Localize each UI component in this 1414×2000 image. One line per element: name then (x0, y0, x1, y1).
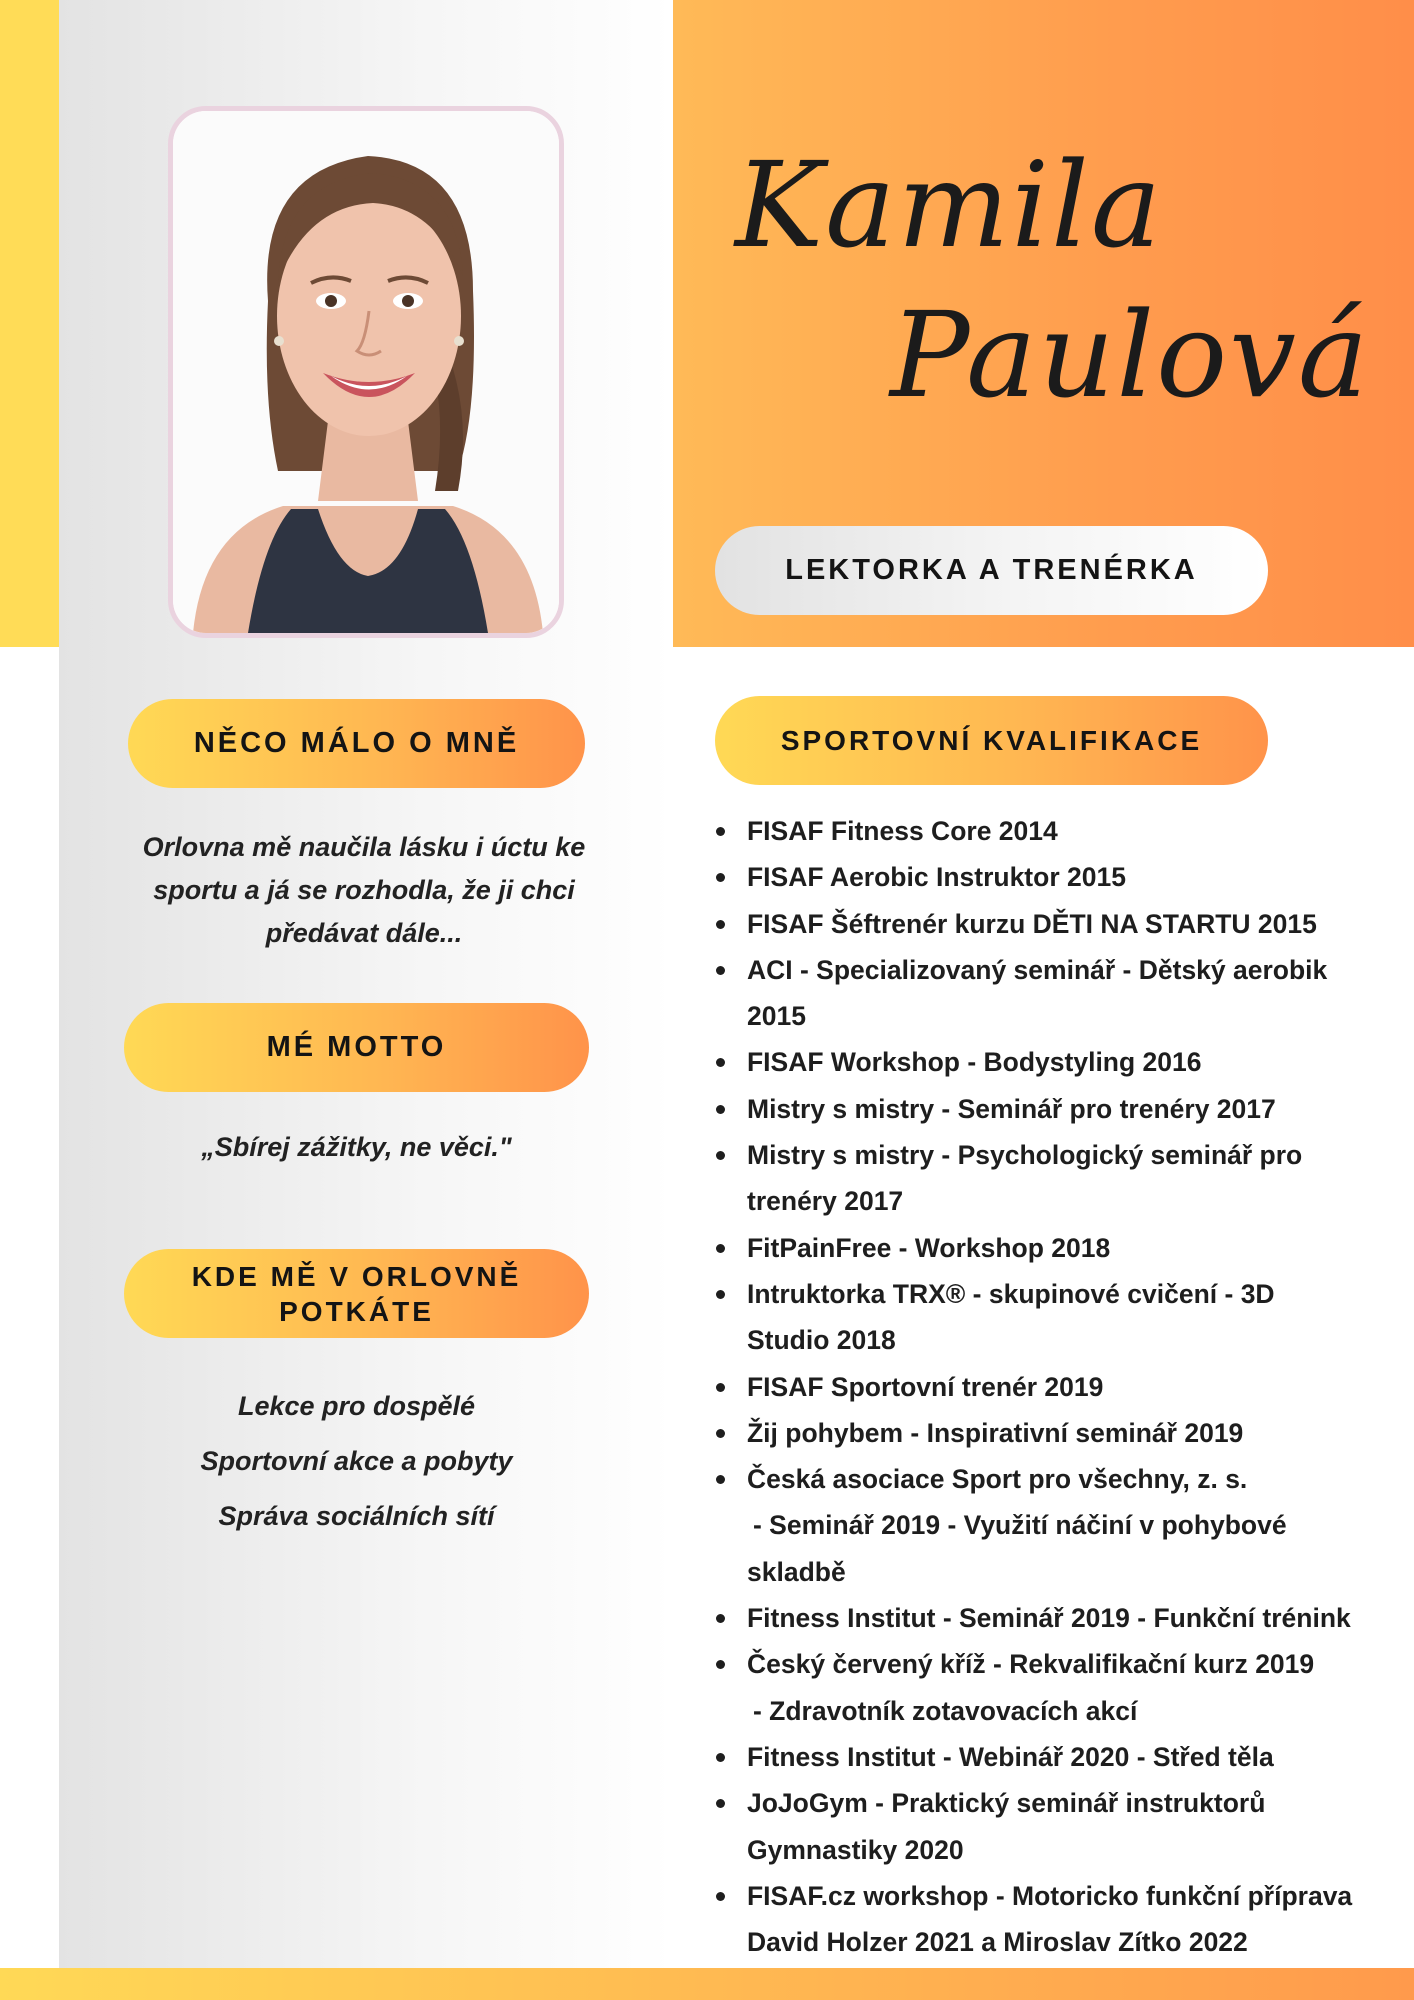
qualification-line: David Holzer 2021 a Miroslav Zítko 2022 (747, 1927, 1248, 1958)
qualification-line: trenéry 2017 (747, 1186, 904, 1217)
qualification-item (715, 1132, 1405, 1225)
qualification-line: FISAF Aerobic Instruktor 2015 (747, 862, 1126, 893)
qualification-line: skladbě (747, 1556, 846, 1587)
qualification-line: Intruktorka TRX® - skupinové cvičení - 3D (747, 1278, 1275, 1309)
person-name (735, 130, 1375, 450)
qualification-line: FISAF Šéftrenér kurzu DĚTI NA STARTU 2015 (747, 908, 1317, 939)
qualification-item (715, 1039, 1405, 1085)
qualification-item (715, 1271, 1405, 1364)
qualification-line: 2015 (747, 1001, 806, 1032)
qualifications-list (715, 808, 1405, 1965)
qualification-line: Česká asociace Sport pro všechny, z. s. (747, 1464, 1248, 1495)
qualification-line: FISAF Sportovní trenér 2019 (747, 1371, 1104, 1402)
job-title-pill: LEKTORKA A TRENÉRKA (715, 526, 1268, 615)
first-name: Kamila (735, 136, 1164, 274)
qualification-item (715, 808, 1405, 854)
qualification-item (715, 1873, 1405, 1966)
qualifications-heading: SPORTOVNÍ KVALIFIKACE (715, 696, 1268, 785)
motto-text: „Sbírej zážitky, ne věci." (201, 1132, 512, 1162)
where-item: Správa sociálních sítí (218, 1501, 495, 1531)
where-list (124, 1385, 589, 1550)
qualification-item (715, 1734, 1405, 1780)
qualification-line: Studio 2018 (747, 1325, 896, 1356)
qualification-item (715, 1641, 1405, 1734)
qualification-line: FISAF.cz workshop - Motoricko funkční příprava (747, 1880, 1353, 1911)
qualification-line: Mistry s mistry - Seminář pro trenéry 2017 (747, 1093, 1276, 1124)
qualification-line: Mistry s mistry - Psychologický seminář pro (747, 1140, 1303, 1171)
last-name: Paulová (890, 286, 1371, 424)
qualification-line: FitPainFree - Workshop 2018 (747, 1232, 1111, 1263)
qualification-line: - Zdravotník zotavovacích akcí (753, 1695, 1138, 1726)
qualification-line: Český červený kříž - Rekvalifikační kurz 2019 (747, 1649, 1315, 1680)
qualification-line: Gymnastiky 2020 (747, 1834, 964, 1865)
qualification-line: Fitness Institut - Seminář 2019 - Funkční trénink (747, 1603, 1351, 1634)
qualification-line: FISAF Workshop - Bodystyling 2016 (747, 1047, 1202, 1078)
qualification-item (715, 901, 1405, 947)
qualification-item (715, 1225, 1405, 1271)
qualification-item (715, 947, 1405, 1040)
qualification-item (715, 1086, 1405, 1132)
qualification-line: - Seminář 2019 - Využití náčiní v pohybové (753, 1510, 1287, 1541)
qualification-item (715, 1456, 1405, 1595)
qualification-item (715, 854, 1405, 900)
yellow-accent-strip (0, 0, 59, 647)
qualification-item (715, 1410, 1405, 1456)
qualification-line: ACI - Specializovaný seminář - Dětský aerobik (747, 954, 1328, 985)
profile-photo (168, 106, 564, 638)
qualification-line: FISAF Fitness Core 2014 (747, 816, 1058, 846)
qualification-item (715, 1595, 1405, 1641)
motto-heading: MÉ MOTTO (124, 1003, 589, 1092)
about-heading: NĚCO MÁLO O MNĚ (128, 699, 585, 788)
portrait-illustration (173, 111, 559, 633)
qualification-item (715, 1364, 1405, 1410)
where-heading: KDE MĚ V ORLOVNĚ POTKÁTE (124, 1249, 589, 1338)
where-item: Sportovní akce a pobyty (200, 1446, 513, 1476)
qualification-line: Žij pohybem - Inspirativní seminář 2019 (747, 1417, 1244, 1448)
bottom-gradient-bar (0, 1968, 1414, 2000)
where-item: Lekce pro dospělé (237, 1391, 476, 1421)
qualification-line: JoJoGym - Praktický seminář instruktorů (747, 1788, 1266, 1819)
qualification-item (715, 1780, 1405, 1873)
about-text: Orlovna mě naučila lásku i úctu ke sportu a já se rozhodla, že ji chci předávat dále... (142, 832, 586, 948)
qualification-line: Fitness Institut - Webinář 2020 - Střed těla (747, 1741, 1274, 1772)
